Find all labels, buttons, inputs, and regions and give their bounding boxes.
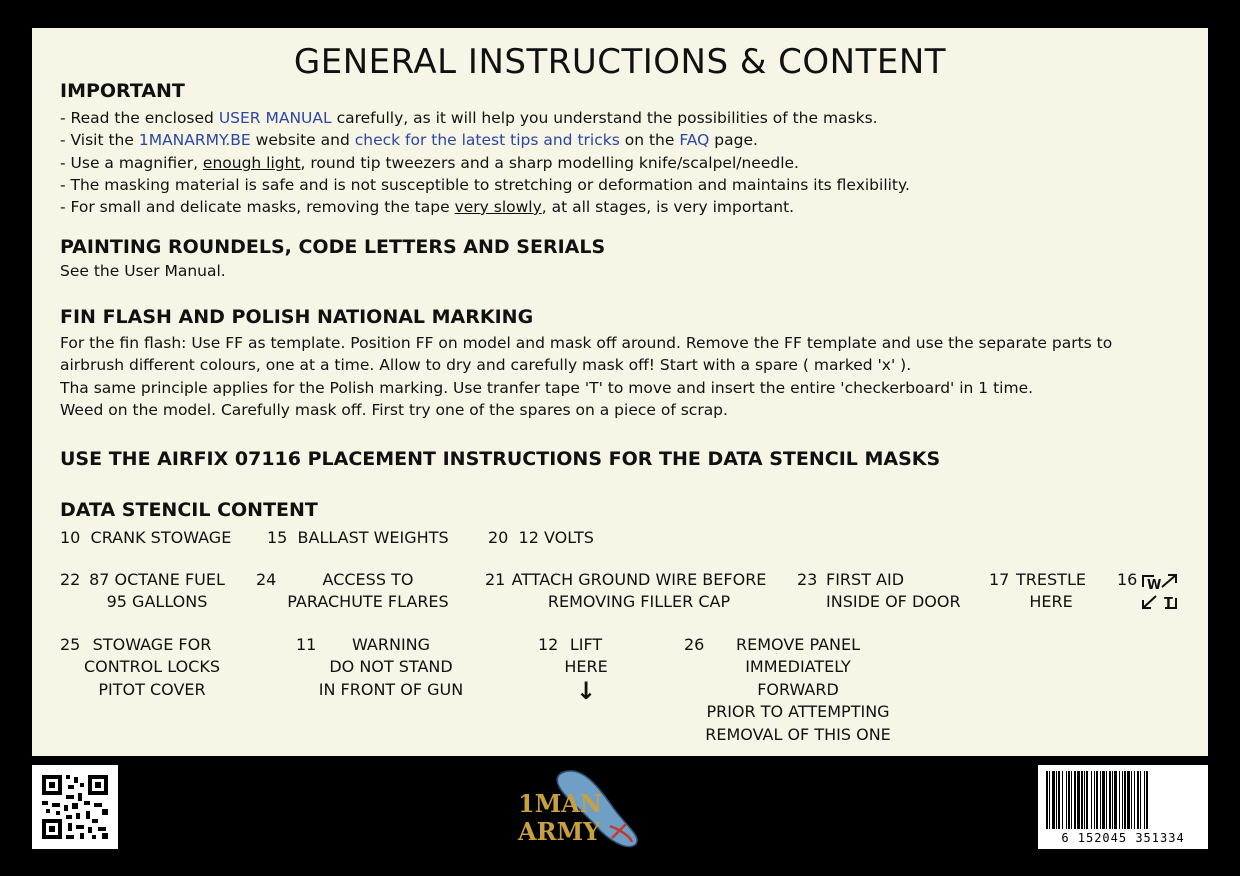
stencil-text: REMOVING FILLER CAP [547,592,731,612]
stencil-text: DO NOT STAND [329,657,453,677]
stencil-number: 20 [488,528,509,547]
stencil-text: 12 VOLTS [518,528,594,547]
user-manual-link[interactable]: USER MANUAL [218,109,332,127]
stencil-item-10 [60,527,231,549]
finflash-line-2: airbrush different colours, one at a time. Allow to dry and carefully mask off! Start with a spare ( marked 'x' ). [60,356,912,374]
finflash-line-4: Weed on the model. Carefully mask off. First try one of the spares on a piece of scrap. [60,401,728,419]
stencil-text: CONTROL LOCKS [84,657,220,677]
text: website and [250,131,355,149]
painting-text: See the User Manual. [60,262,226,280]
stencil-text: ATTACH GROUND WIRE BEFORE [511,570,767,589]
stencil-text: PARACHUTE FLARES [287,592,449,612]
finflash-line-3: Tha same principle applies for the Polish marking. Use tranfer tape 'T' to move and insert the entire 'checkerboard' in 1 time. [60,379,1034,397]
text: carefully, as it will help you understand the possibilities of the masks. [331,109,878,127]
stencil-number: 25 [60,635,81,654]
stencil-item-21 [508,569,770,614]
stencil-text: INSIDE OF DOOR [826,592,961,612]
stencil-text: FORWARD [757,679,839,699]
text: , at all stages, is very important. [541,198,795,216]
stencil-number: 11 [296,635,317,654]
stencil-text: 87 OCTANE FUEL [89,570,225,589]
stencil-text: BALLAST WEIGHTS [297,528,449,547]
stencil-number: 21 [485,570,506,589]
t-letter: T [1164,596,1173,611]
stencil-text: TRESTLE [1016,570,1086,589]
stencil-number: 10 [60,528,81,547]
stencil-number: 22 [60,570,81,589]
faq-link[interactable]: FAQ [679,131,710,149]
stencil-item-17 [1010,569,1092,614]
text: - Read the enclosed [60,109,219,127]
stencil-item-23 [826,569,961,614]
stencil-item-22 [87,569,227,614]
stencil-number: 17 [989,570,1010,589]
instruction-sheet [32,28,1208,756]
finflash-heading: FIN FLASH AND POLISH NATIONAL MARKING [60,306,534,328]
stencil-item-26 [700,634,896,746]
stencil-heading: DATA STENCIL CONTENT [60,499,318,521]
stencil-number: 23 [797,570,818,589]
important-line-1 [60,107,878,129]
barcode-digits: 6 152045 351334 [1061,831,1185,845]
stencil-text: IN FRONT OF GUN [318,679,464,699]
important-line-4: - The masking material is safe and is not susceptible to stretching or deformation and maintains its flexibility. [60,176,910,194]
stencil-item-12 [556,634,616,703]
stencil-text: ACCESS TO [322,570,414,589]
logo-icon [512,766,652,850]
important-line-3 [60,152,799,174]
stencil-number: 12 [538,635,559,654]
stencil-number: 15 [267,528,288,547]
stencil-item-15 [267,527,449,549]
stencil-text: PRIOR TO ATTEMPTING [706,702,890,722]
website-link[interactable]: 1MANARMY.BE [138,131,251,149]
stencil-text: 95 GALLONS [106,592,208,612]
stencil-text: IMMEDIATELY [745,657,851,677]
stencil-text: LIFT [569,635,603,654]
underlined-text: enough light [202,154,301,172]
text: on the [619,131,680,149]
stencil-item-24 [282,569,454,614]
logo-graphic [512,766,652,850]
stencil-text: CRANK STOWAGE [90,528,232,547]
qr-code-icon[interactable] [32,765,118,849]
qr-code-graphic [32,765,118,849]
logo-text-line1: 1MAN [518,789,602,818]
underlined-text: very slowly [454,198,542,216]
text: - For small and delicate masks, removing the tape [60,198,455,216]
text: page. [709,131,758,149]
stencil-item-25 [82,634,222,701]
tips-link[interactable]: check for the latest tips and tricks [354,131,620,149]
stencil-number: 16 [1117,570,1138,589]
important-line-5 [60,196,794,218]
page-title: GENERAL INSTRUCTIONS & CONTENT [293,42,947,82]
important-heading: IMPORTANT [60,80,185,102]
arrow-down-icon: ↓ [575,676,597,705]
w-t-stencil-icon [1140,572,1180,612]
stencil-number: 26 [684,635,705,654]
stencil-text: REMOVAL OF THIS ONE [705,724,891,744]
barcode-icon [1038,765,1208,849]
stencil-text: HERE [564,657,608,677]
stencil-text: WARNING [351,635,431,654]
text: - Visit the [60,131,139,149]
airfix-heading: USE THE AIRFIX 07116 PLACEMENT INSTRUCTIONS FOR THE DATA STENCIL MASKS [60,448,941,470]
important-line-2 [60,129,758,151]
stencil-item-11 [316,634,466,701]
stencil-text: REMOVE PANEL [735,635,861,654]
stencil-text: HERE [1029,592,1073,612]
text: , round tip tweezers and a sharp modelling knife/scalpel/needle. [300,154,799,172]
stencil-text: PITOT COVER [98,679,206,699]
text: - Use a magnifier, [60,154,203,172]
stencil-item-20 [488,527,594,549]
stencil-number: 24 [256,570,277,589]
finflash-line-1: For the fin flash: Use FF as template. Position FF on model and mask off around. Remove the FF template and use the separate parts to [60,334,1113,352]
w-letter: W [1147,578,1162,593]
stencil-text: FIRST AID [826,570,905,589]
stencil-text: STOWAGE FOR [92,635,212,654]
logo-text-line2: ARMY [518,817,601,846]
painting-heading: PAINTING ROUNDELS, CODE LETTERS AND SERIALS [60,236,606,258]
